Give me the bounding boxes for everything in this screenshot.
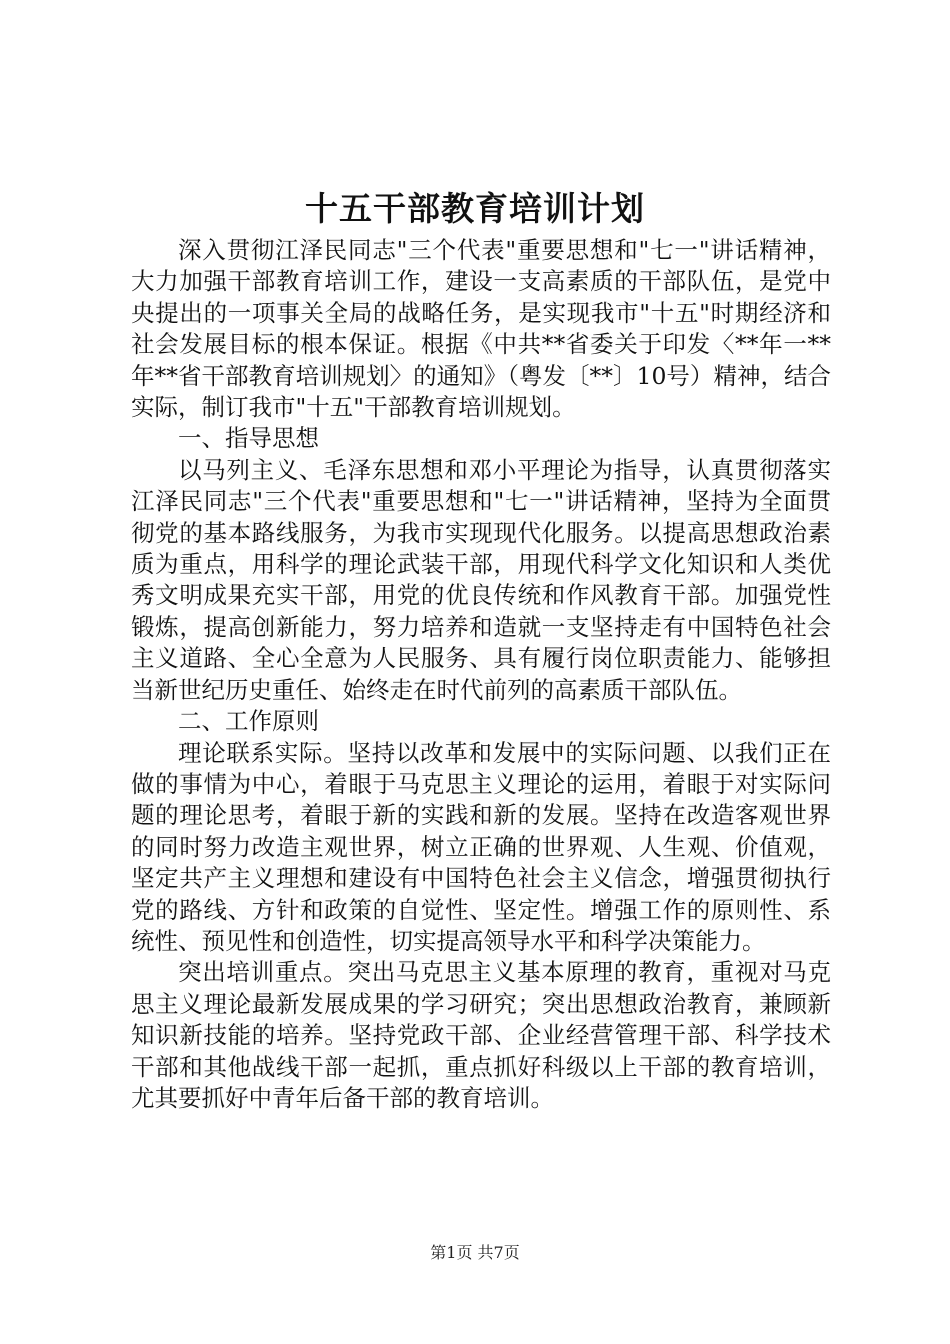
document-title: 十五干部教育培训计划 bbox=[305, 189, 645, 228]
principle-theory-practice-paragraph: 理论联系实际。坚持以改革和发展中的实际问题、以我们正在做的事情为中心，着眼于马克思主义理论的运用，着眼于对实际问题的理论思考，着眼于新的实践和新的发展。坚持在改造客观世界的同时努力改造主观世界，树立正确的世界观、人生观、价值观，坚定共产主义理想和建设有中国特色社会主义信念，增强贯彻执行党的路线、方针和政策的自觉性、坚定性。增强工作的原则性、系统性、预见性和创造性，切实提高领导水平和科学决策能力。 bbox=[131, 738, 831, 955]
document-body bbox=[131, 235, 831, 1114]
intro-paragraph: 深入贯彻江泽民同志"三个代表"重要思想和"七一"讲话精神，大力加强干部教育培训工作，建设一支高素质的干部队伍，是党中央提出的一项事关全局的战略任务，是实现我市"十五"时期经济和社会发展目标的根本保证。根据《中共**省委关于印发〈**年一**年**省干部教育培训规划〉的通知》（粤发〔**〕10号）精神，结合实际，制订我市"十五"干部教育培训规划。 bbox=[131, 236, 831, 422]
principle-training-focus-paragraph: 突出培训重点。突出马克思主义基本原理的教育，重视对马克思主义理论最新发展成果的学习研究；突出思想政治教育，兼顾新知识新技能的培养。坚持党政干部、企业经营管理干部、科学技术干部和其他战线干部一起抓，重点抓好科级以上干部的教育培训，尤其要抓好中青年后备干部的教育培训。 bbox=[131, 958, 831, 1112]
page-footer: 第1页 共7页 bbox=[430, 1243, 520, 1262]
guiding-ideology-paragraph: 以马列主义、毛泽东思想和邓小平理论为指导，认真贯彻落实江泽民同志"三个代表"重要思想和"七一"讲话精神，坚持为全面贯彻党的基本路线服务，为我市实现现代化服务。以提高思想政治素质为重点，用科学的理论武装干部，用现代科学文化知识和人类优秀文明成果充实干部，用党的优良传统和作风教育干部。加强党性锻炼，提高创新能力，努力培养和造就一支坚持走有中国特色社会主义道路、全心全意为人民服务、具有履行岗位职责能力、能够担当新世纪历史重任、始终走在时代前列的高素质干部队伍。 bbox=[131, 455, 831, 704]
section-heading-guiding-ideology: 一、指导思想 bbox=[178, 424, 319, 453]
section-heading-work-principles: 二、工作原则 bbox=[178, 707, 319, 736]
